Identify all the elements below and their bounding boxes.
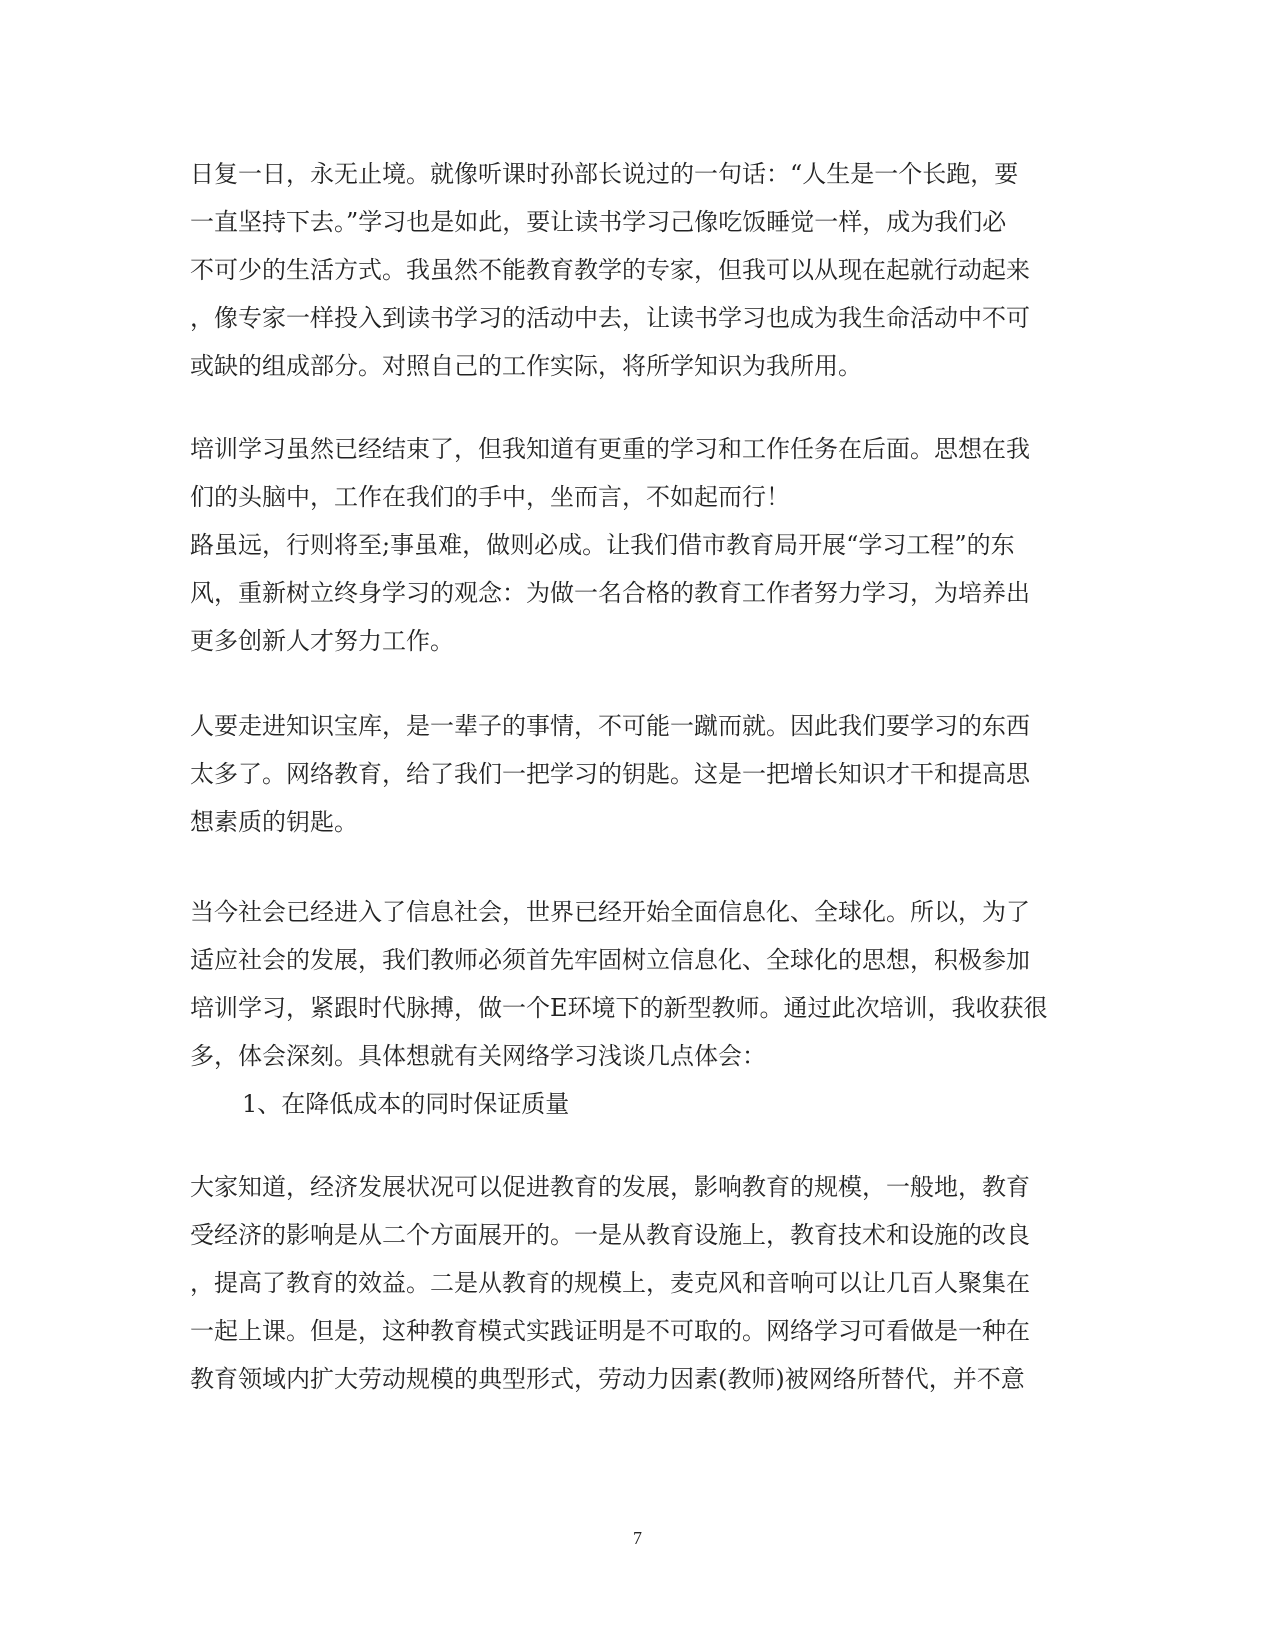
page-number: 7 (633, 1528, 642, 1548)
text-line: 适应社会的发展，我们教师必须首先牢固树立信息化、全球化的思想，积极参加 (190, 946, 1030, 974)
text-line: ，提高了教育的效益。二是从教育的规模上，麦克风和音响可以让几百人聚集在 (190, 1269, 1030, 1297)
text-line: 培训学习，紧跟时代脉搏，做一个E环境下的新型教师。通过此次培训，我收获很 (190, 994, 1048, 1022)
text-line: 受经济的影响是从二个方面展开的。一是从教育设施上，教育技术和设施的改良 (190, 1221, 1030, 1249)
text-line: 风，重新树立终身学习的观念：为做一名合格的教育工作者努力学习，为培养出 (190, 579, 1030, 607)
paragraph-1 (190, 150, 1090, 390)
text-line: 路虽远，行则将至;事虽难，做则必成。让我们借市教育局开展“学习工程”的东 (190, 531, 1015, 559)
text-line: 当今社会已经进入了信息社会，世界已经开始全面信息化、全球化。所以，为了 (190, 898, 1030, 926)
paragraph-4 (190, 888, 1090, 1128)
text-line: 人要走进知识宝库，是一辈子的事情，不可能一蹴而就。因此我们要学习的东西 (190, 712, 1030, 740)
text-line: 们的头脑中，工作在我们的手中，坐而言，不如起而行！ (190, 483, 790, 511)
text-line: ，像专家一样投入到读书学习的活动中去，让读书学习也成为我生命活动中不可 (190, 304, 1030, 332)
text-line: 想素质的钥匙。 (190, 808, 358, 836)
text-line: 太多了。网络教育，给了我们一把学习的钥匙。这是一把增长知识才干和提高思 (190, 760, 1030, 788)
text-line: 不可少的生活方式。我虽然不能教育教学的专家，但我可以从现在起就行动起来 (190, 256, 1030, 284)
paragraph-5 (190, 1163, 1090, 1403)
paragraph-2 (190, 425, 1090, 665)
text-line: 培训学习虽然已经结束了，但我知道有更重的学习和工作任务在后面。思想在我 (190, 435, 1030, 463)
section-heading: 1、在降低成本的同时保证质量 (242, 1090, 570, 1118)
text-line: 一直坚持下去。”学习也是如此，要让读书学习己像吃饭睡觉一样，成为我们必 (190, 208, 1007, 236)
text-line: 一起上课。但是，这种教育模式实践证明是不可取的。网络学习可看做是一种在 (190, 1317, 1030, 1345)
text-line: 更多创新人才努力工作。 (190, 627, 454, 655)
text-line: 或缺的组成部分。对照自己的工作实际，将所学知识为我所用。 (190, 352, 862, 380)
text-line: 教育领域内扩大劳动规模的典型形式，劳动力因素(教师)被网络所替代，并不意 (190, 1365, 1025, 1393)
text-line: 大家知道，经济发展状况可以促进教育的发展，影响教育的规模，一般地，教育 (190, 1173, 1030, 1201)
paragraph-3 (190, 702, 1090, 846)
text-line: 多，体会深刻。具体想就有关网络学习浅谈几点体会： (190, 1042, 766, 1070)
text-line: 日复一日，永无止境。就像听课时孙部长说过的一句话：“人生是一个长跑，要 (190, 160, 1019, 188)
